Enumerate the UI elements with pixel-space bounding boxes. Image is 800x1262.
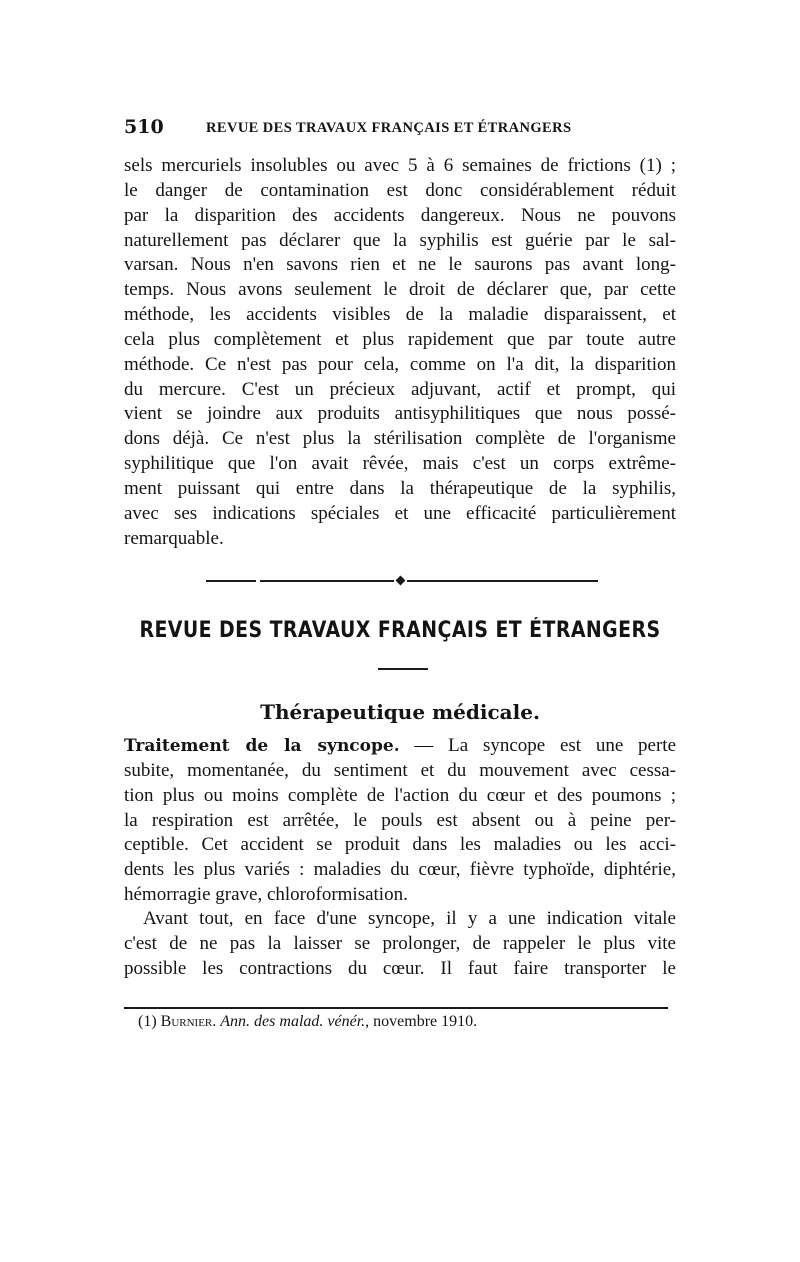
text-line: syphilitique que l'on avait rêvée, mais c'est un corps extrême-	[124, 453, 676, 475]
text-line: ceptible. Cet accident se produit dans les maladies ou les acci-	[124, 834, 676, 856]
text-line: dons déjà. Ce n'est plus la stérilisation complète de l'organisme	[124, 428, 676, 450]
running-head	[124, 116, 680, 140]
text-line: cela plus complètement et plus rapidement que par toute autre	[124, 328, 676, 350]
text-line: temps. Nous avons seulement le droit de déclarer que, par cette	[124, 279, 676, 301]
text-line: la respiration est arrêtée, le pouls est absent ou à peine per-	[124, 809, 676, 831]
divider-rule-left	[206, 580, 256, 582]
text-line: avec ses indications spéciales et une efficacité particulièrement	[124, 502, 676, 524]
running-title: REVUE DES TRAVAUX FRANÇAIS ET ÉTRANGERS	[206, 120, 572, 136]
text-line: du mercure. C'est un précieux adjuvant, actif et prompt, qui	[124, 378, 676, 400]
divider-rule-right	[407, 580, 598, 582]
text-line: par la disparition des accidents dangereux. Nous ne pouvons	[124, 204, 676, 226]
text-line: varsan. Nous n'en savons rien et ne le saurons pas avant long-	[124, 254, 676, 276]
text-line	[124, 734, 676, 759]
text-line: Avant tout, en face d'une syncope, il y a une indication vitale	[143, 908, 676, 929]
text-fragment: — La syncope est une perte	[399, 735, 676, 756]
text-line: le danger de contamination est donc considérablement réduit	[124, 179, 676, 201]
diamond-ornament-icon	[396, 576, 406, 586]
text-line: possible les contractions du cœur. Il faut faire transporter le	[124, 957, 676, 979]
text-line: naturellement pas déclarer que la syphilis est guérie par le sal-	[124, 229, 676, 251]
text-line: sels mercuriels insolubles ou avec 5 à 6 semaines de frictions (1) ;	[124, 155, 676, 176]
subsection-title: Thérapeutique médicale.	[260, 700, 540, 724]
text-line: remarquable.	[124, 527, 224, 549]
text-line: méthode. Ce n'est pas pour cela, comme on l'a dit, la disparition	[124, 353, 676, 375]
section-rule	[378, 668, 428, 670]
footnote-author: Burnier.	[160, 1013, 217, 1030]
footnote-marker: (1)	[138, 1013, 157, 1030]
footnote	[138, 1013, 477, 1031]
footnote-rule	[124, 1007, 668, 1009]
text-line: subite, momentanée, du sentiment et du mouvement avec cessa-	[124, 759, 676, 781]
text-line: vient se joindre aux produits antisyphilitiques que nous possé-	[124, 403, 676, 425]
text-line: dents les plus variés : maladies du cœur, fièvre typhoïde, diphtérie,	[124, 859, 676, 881]
article-paragraph	[124, 734, 676, 908]
page-number: 510	[124, 116, 164, 138]
footnote-journal: Ann. des malad. vénér.	[220, 1013, 366, 1030]
text-line: ment puissant qui entre dans la thérapeutique de la syphilis,	[124, 477, 676, 499]
ornamental-divider	[206, 576, 598, 586]
text-line: hémorragie grave, chloroformisation.	[124, 884, 408, 906]
section-title: REVUE DES TRAVAUX FRANÇAIS ET ÉTRANGERS	[139, 618, 661, 643]
article-run-in-title: Traitement de la syncope.	[124, 736, 400, 756]
text-line: c'est de ne pas la laisser se prolonger, de rappeler le plus vite	[124, 932, 676, 954]
article-paragraph	[124, 907, 676, 982]
text-line: tion plus ou moins complète de l'action du cœur et des poumons ;	[124, 784, 676, 806]
continued-paragraph	[124, 154, 676, 552]
text-line: méthode, les accidents visibles de la maladie disparaissent, et	[124, 304, 676, 326]
footnote-date: , novembre 1910.	[365, 1013, 478, 1030]
divider-rule-center-left	[260, 580, 394, 582]
